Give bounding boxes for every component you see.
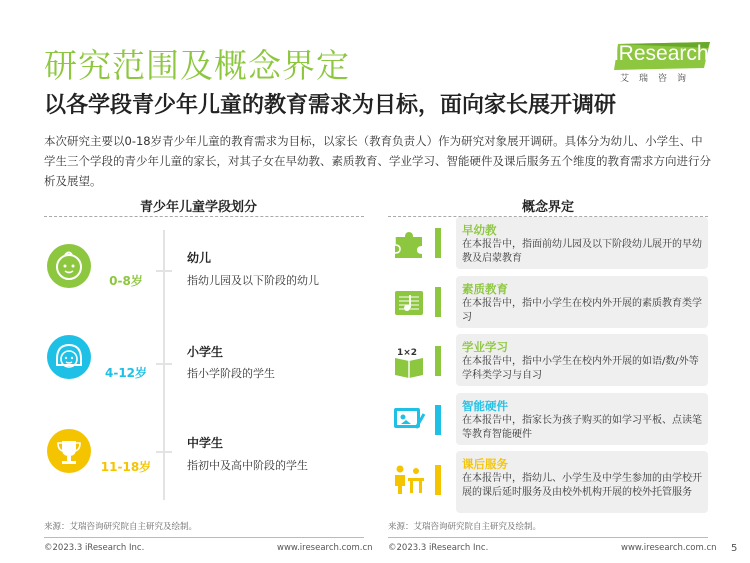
concept-card <box>456 217 708 269</box>
stage-age-label: 0-8岁 <box>98 272 154 290</box>
stage-name: 小学生 <box>187 345 224 359</box>
puzzle-icon <box>392 227 426 261</box>
concept-title: 素质教育 <box>462 282 508 296</box>
timeline-tick <box>156 451 172 453</box>
footer-divider-left <box>44 537 364 538</box>
left-source-note: 来源：艾瑞咨询研究院自主研究及绘制。 <box>44 522 198 532</box>
left-section-heading: 青少年儿童学段划分 <box>140 200 258 215</box>
svg-text:1×2: 1×2 <box>397 348 418 358</box>
footer-divider-right <box>388 537 708 538</box>
concept-accent-bar <box>435 228 441 258</box>
page-subtitle: 以各学段青少年儿童的教育需求为目标，面向家长展开调研 <box>44 93 617 118</box>
stage-desc: 指幼儿园及以下阶段的幼儿 <box>187 274 319 287</box>
footer-site-left: www.iresearch.com.cn <box>277 543 373 553</box>
concept-card <box>456 451 708 513</box>
concept-card <box>456 276 708 328</box>
concept-title: 早幼教 <box>462 223 497 237</box>
stage-desc: 指初中及高中阶段的学生 <box>187 459 308 472</box>
concept-title: 智能硬件 <box>462 399 508 413</box>
book-math-icon <box>392 344 426 378</box>
baby-face-icon <box>47 244 91 288</box>
timeline-tick <box>156 270 172 272</box>
page-title: 研究范围及概念界定 <box>44 46 350 85</box>
left-section-divider <box>44 216 364 217</box>
stage-age-label: 4-12岁 <box>98 364 154 382</box>
concept-desc: 在本报告中，指幼儿、小学生及中学生参加的由学校开展的课后延时服务及由校外机构开展的校外托管服务 <box>462 473 702 498</box>
footer-site-right: www.iresearch.com.cn <box>621 543 717 553</box>
trophy-icon <box>47 429 91 473</box>
stage-age-label: 11-18岁 <box>98 458 154 476</box>
concept-desc: 在本报告中，指中小学生在校内外开展的如语/数/外等学科类学习与自习 <box>462 356 699 381</box>
concept-accent-bar <box>435 405 441 435</box>
classroom-icon <box>392 462 426 496</box>
timeline-tick <box>156 363 172 365</box>
stage-name: 中学生 <box>187 436 224 450</box>
concept-accent-bar <box>435 287 441 317</box>
music-note-icon <box>392 286 426 320</box>
concept-title: 学业学习 <box>462 340 508 354</box>
concept-title: 课后服务 <box>462 457 508 471</box>
page-number: 5 <box>731 543 738 554</box>
right-section-heading: 概念界定 <box>522 200 575 215</box>
intro-paragraph: 本次研究主要以0-18岁青少年儿童的教育需求为目标，以家长（教育负责人）作为研究对象展开调研。具体分为幼儿、小学生、中学生三个学段的青少年儿童的家长，对其子女在早幼教、素质教育、学业学习、智能硬件及课后服务五个维度的教育需求方向进行分析及展望。 <box>44 134 711 188</box>
concept-accent-bar <box>435 346 441 376</box>
footer-copyright-left: ©2023.3 iResearch Inc. <box>44 543 145 553</box>
concept-card <box>456 393 708 445</box>
logo-subtext: 艾瑞咨询 <box>620 74 697 84</box>
footer-copyright-right: ©2023.3 iResearch Inc. <box>388 543 489 553</box>
concept-card <box>456 334 708 386</box>
concept-desc: 在本报告中，指中小学生在校内外开展的素质教育类学习 <box>462 298 702 323</box>
concept-desc: 在本报告中，指面前幼儿园及以下阶段幼儿展开的早幼教及启蒙教育 <box>462 239 702 264</box>
child-face-icon <box>47 335 91 379</box>
right-source-note: 来源：艾瑞咨询研究院自主研究及绘制。 <box>388 522 542 532</box>
logo-brand: iResearch <box>614 42 709 65</box>
tablet-pen-icon <box>392 402 426 436</box>
concept-desc: 在本报告中，指家长为孩子购买的如学习平板、点读笔等教育智能硬件 <box>462 415 702 440</box>
concept-accent-bar <box>435 465 441 495</box>
stage-desc: 指小学阶段的学生 <box>187 367 275 380</box>
stage-name: 幼儿 <box>187 251 212 265</box>
